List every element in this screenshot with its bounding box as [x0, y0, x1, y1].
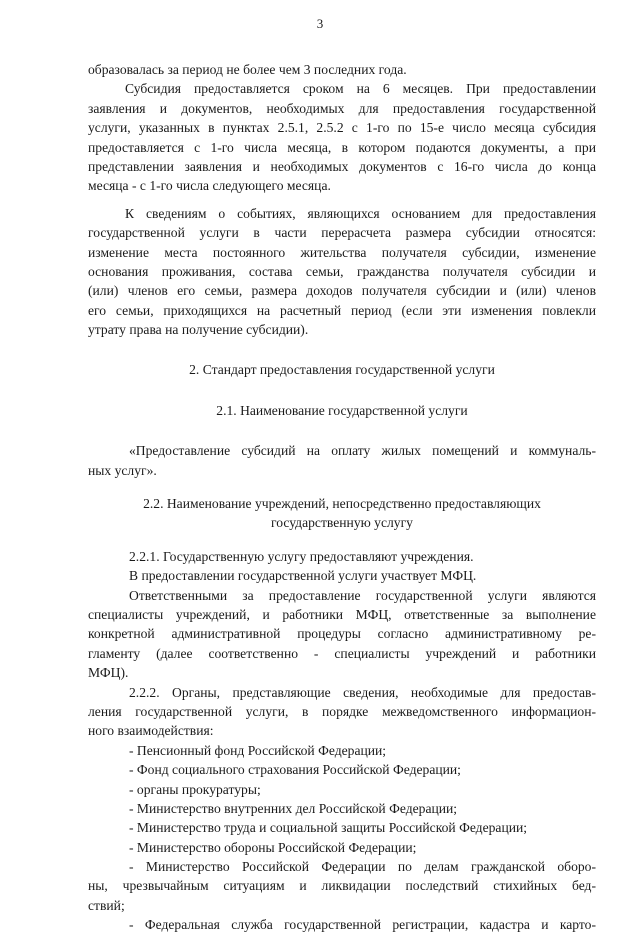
list-item-continued: ны, чрезвычайным ситуациям и ликвидации последствий стихийных бед-: [88, 878, 596, 894]
text-line: услуги, указанных в пунктах 2.5.1, 2.5.2 с 1-го по 15-е число месяца субсидия: [88, 120, 596, 136]
text-line: его семьи, приходящихся на расчетный период (если эти изменения повлекли: [88, 302, 596, 318]
text-line: 2.2.1. Государственную услугу предоставляют учреждения.: [129, 548, 474, 564]
list-item: - Министерство обороны Российской Федерации;: [129, 839, 417, 855]
list-item: - Федеральная служба государственной регистрации, кадастра и карто-: [129, 917, 596, 933]
text-line: ных услуг».: [88, 462, 157, 478]
text-line: заявления и документов, необходимых для предоставления государственной: [88, 100, 596, 116]
text-line: конкретной административной процедуры согласно административному ре-: [88, 626, 596, 642]
section-heading: 2. Стандарт предоставления государственной услуги: [189, 362, 495, 378]
list-item-continued: ствий;: [88, 897, 125, 913]
text-line: месяца - с 1-го числа следующего месяца.: [88, 178, 331, 194]
list-item: - Министерство Российской Федерации по делам гражданской оборо-: [129, 859, 596, 875]
subsection-heading: 2.2. Наименование учреждений, непосредственно предоставляющих: [143, 496, 541, 512]
text-line: 2.2.2. Органы, представляющие сведения, необходимые для предостав-: [129, 684, 596, 700]
list-item: - органы прокуратуры;: [129, 781, 261, 797]
page-number: 3: [316, 16, 324, 31]
text-line: изменение места постоянного жительства получателя субсидии, изменение: [88, 244, 596, 260]
text-line: (или) членов его семьи, размера доходов получателя субсидии и (или) членов: [88, 283, 596, 299]
list-item: - Министерство труда и социальной защиты Российской Федерации;: [129, 820, 528, 836]
text-line: Ответственными за предоставление государственной услуги являются: [129, 587, 596, 603]
text-line: МФЦ).: [88, 665, 129, 681]
text-line: государственной услуги в части перерасчета размера субсидии относятся:: [88, 225, 596, 241]
list-item: - Пенсионный фонд Российской Федерации;: [129, 742, 387, 758]
text-line: «Предоставление субсидий на оплату жилых помещений и коммуналь-: [129, 443, 596, 459]
text-line: В предоставлении государственной услуги участвует МФЦ.: [129, 568, 477, 584]
list-item: - Министерство внутренних дел Российской Федерации;: [129, 800, 458, 816]
text-line: основания проживания, состава семьи, гражданства получателя субсидии и: [88, 263, 596, 279]
text-line: гламенту (далее соответственно - специалисты учреждений и работники: [88, 645, 596, 661]
subsection-heading-continued: государственную услугу: [271, 515, 413, 531]
text-line: Субсидия предоставляется сроком на 6 месяцев. При предоставлении: [125, 81, 596, 97]
text-line: специалисты учреждений, и работники МФЦ, ответственные за выполнение: [88, 606, 596, 622]
text-line: представлении заявления и необходимых документов с 16-го числа до конца: [88, 158, 596, 174]
text-line: утрату права на получение субсидии).: [88, 322, 309, 338]
text-line: ного взаимодействия:: [88, 723, 214, 739]
text-line: предоставляется с 1-го числа месяца, в котором подаются документы, а при: [88, 139, 596, 155]
list-item: - Фонд социального страхования Российской Федерации;: [129, 762, 461, 778]
document-body: [88, 60, 596, 935]
text-line: образовалась за период не более чем 3 последних года.: [88, 62, 407, 77]
text-line: К сведениям о событиях, являющихся основанием для предоставления: [125, 205, 596, 221]
subsection-heading: 2.1. Наименование государственной услуги: [216, 402, 468, 418]
text-line: ления государственной услуги, в порядке межведомственного информацион-: [88, 703, 596, 719]
